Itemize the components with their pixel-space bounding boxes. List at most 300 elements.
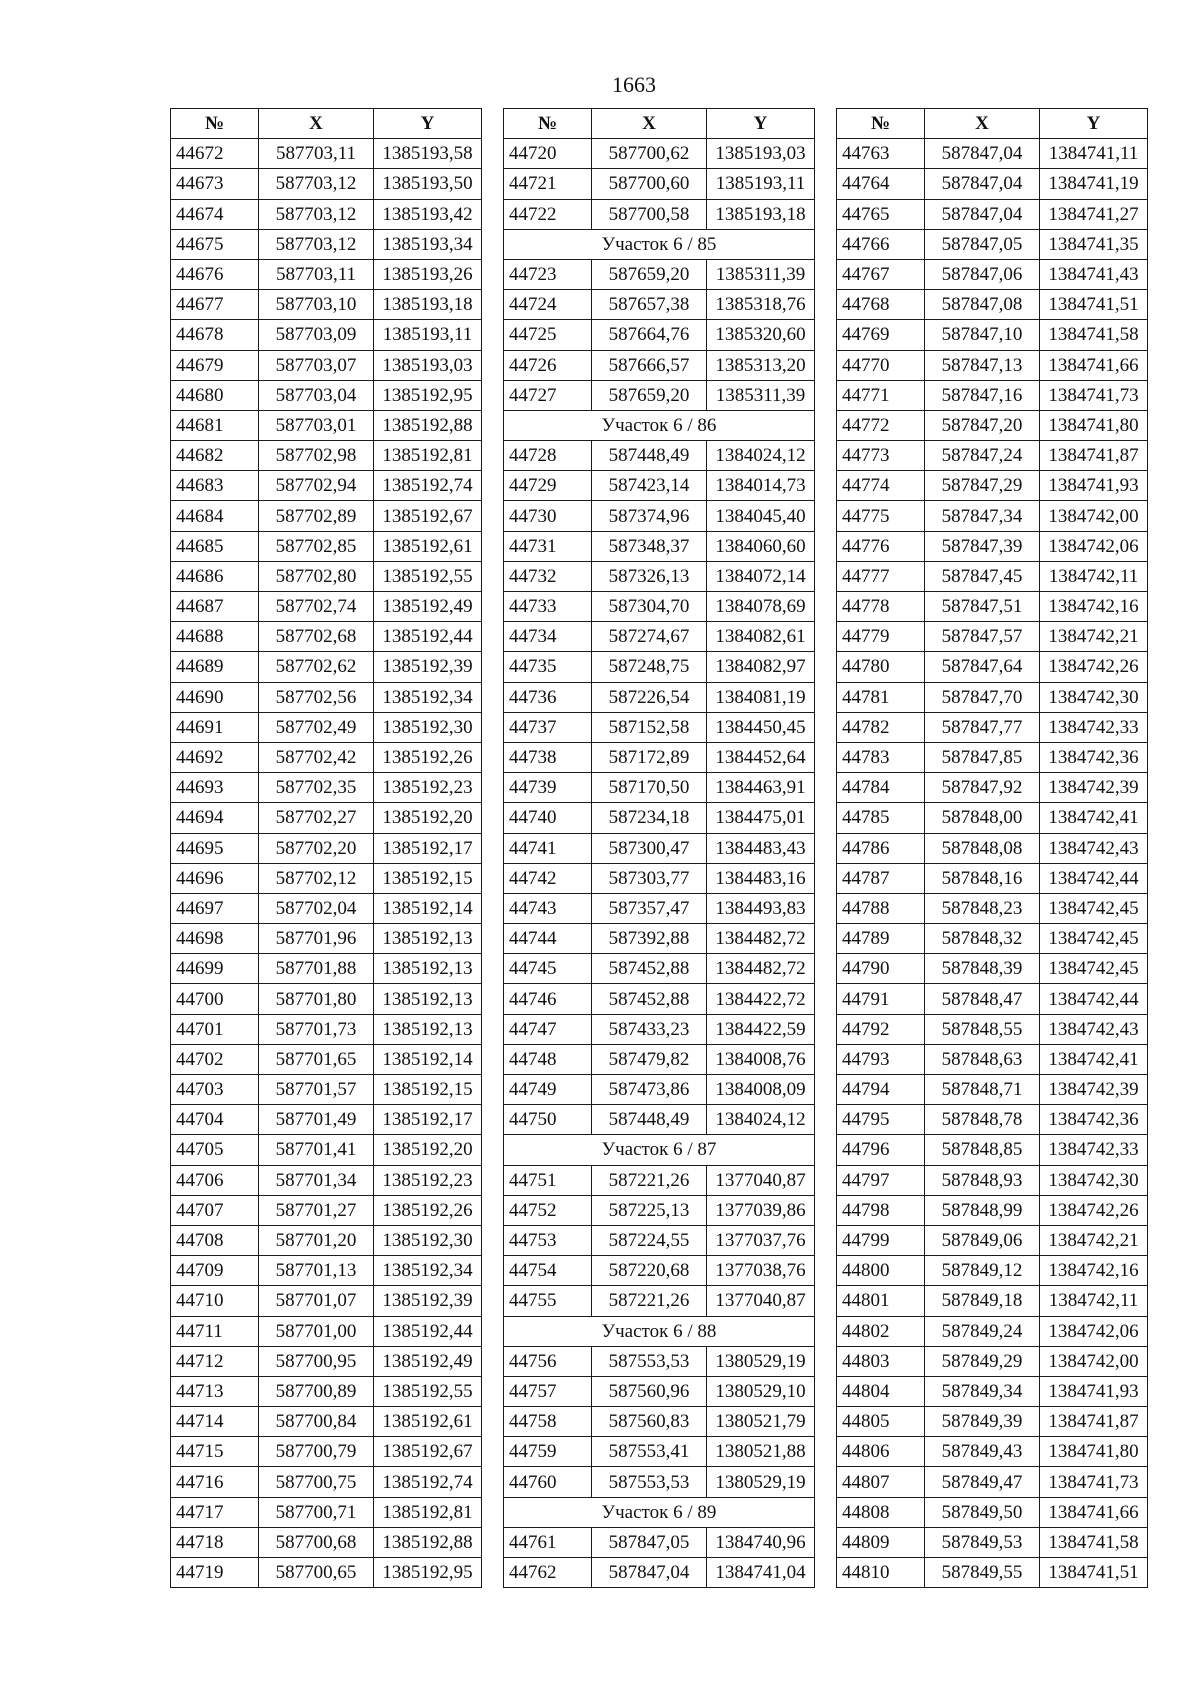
point-number-cell: 44743 [504, 893, 592, 923]
table-row [837, 622, 1148, 652]
table-body [171, 139, 482, 1588]
x-coordinate-cell: 587849,53 [925, 1527, 1040, 1557]
point-number-cell: 44809 [837, 1527, 925, 1557]
point-number-cell: 44780 [837, 652, 925, 682]
point-number-cell: 44731 [504, 531, 592, 561]
x-coordinate-cell: 587348,37 [592, 531, 707, 561]
coordinates-table-1 [170, 108, 482, 1588]
table-row [837, 561, 1148, 591]
point-number-cell: 44717 [171, 1497, 259, 1527]
table-row [504, 622, 815, 652]
point-number-cell: 44700 [171, 984, 259, 1014]
y-coordinate-cell: 1385192,13 [374, 1014, 482, 1044]
table-row [171, 1376, 482, 1406]
table-row [837, 229, 1148, 259]
y-coordinate-cell: 1384741,58 [1040, 1527, 1148, 1557]
table-row [504, 350, 815, 380]
point-number-cell: 44709 [171, 1256, 259, 1286]
x-coordinate-cell: 587847,39 [925, 531, 1040, 561]
table-row [837, 169, 1148, 199]
table-row [171, 229, 482, 259]
table-row [837, 863, 1148, 893]
y-coordinate-cell: 1384482,72 [707, 954, 815, 984]
x-coordinate-cell: 587452,88 [592, 954, 707, 984]
x-coordinate-cell: 587847,10 [925, 320, 1040, 350]
y-coordinate-cell: 1385192,61 [374, 1407, 482, 1437]
table-row [837, 531, 1148, 561]
table-row [171, 1105, 482, 1135]
point-number-cell: 44808 [837, 1497, 925, 1527]
x-coordinate-cell: 587849,06 [925, 1225, 1040, 1255]
y-coordinate-cell: 1384024,12 [707, 1105, 815, 1135]
x-coordinate-cell: 587701,13 [259, 1256, 374, 1286]
x-coordinate-cell: 587700,95 [259, 1346, 374, 1376]
point-number-cell: 44672 [171, 139, 259, 169]
point-number-cell: 44702 [171, 1044, 259, 1074]
table-row [504, 471, 815, 501]
point-number-cell: 44716 [171, 1467, 259, 1497]
point-number-cell: 44703 [171, 1075, 259, 1105]
table-row [171, 622, 482, 652]
x-coordinate-cell: 587304,70 [592, 592, 707, 622]
table-row [504, 773, 815, 803]
table-row [837, 893, 1148, 923]
table-row [837, 984, 1148, 1014]
point-number-cell: 44730 [504, 501, 592, 531]
x-coordinate-cell: 587357,47 [592, 893, 707, 923]
y-coordinate-cell: 1385193,58 [374, 139, 482, 169]
y-coordinate-cell: 1385318,76 [707, 290, 815, 320]
y-coordinate-cell: 1385192,13 [374, 924, 482, 954]
table-row [504, 924, 815, 954]
y-coordinate-cell: 1384742,43 [1040, 1014, 1148, 1044]
x-coordinate-cell: 587847,04 [925, 199, 1040, 229]
table-row [837, 1165, 1148, 1195]
table-row [171, 1075, 482, 1105]
y-coordinate-cell: 1384741,11 [1040, 139, 1148, 169]
point-number-cell: 44737 [504, 712, 592, 742]
table-row [837, 259, 1148, 289]
table-row [171, 350, 482, 380]
table-row [837, 1286, 1148, 1316]
y-coordinate-cell: 1384742,45 [1040, 924, 1148, 954]
y-coordinate-cell: 1385193,18 [707, 199, 815, 229]
section-label: Участок 6 / 88 [504, 1316, 815, 1346]
y-coordinate-cell: 1384741,93 [1040, 471, 1148, 501]
x-coordinate-cell: 587701,27 [259, 1195, 374, 1225]
point-number-cell: 44683 [171, 471, 259, 501]
table-row [504, 199, 815, 229]
y-coordinate-cell: 1385193,50 [374, 169, 482, 199]
x-coordinate-cell: 587701,41 [259, 1135, 374, 1165]
table-row [504, 1044, 815, 1074]
table-row [504, 561, 815, 591]
point-number-cell: 44800 [837, 1256, 925, 1286]
point-number-cell: 44673 [171, 169, 259, 199]
header-row [504, 109, 815, 139]
point-number-cell: 44684 [171, 501, 259, 531]
point-number-cell: 44674 [171, 199, 259, 229]
point-number-cell: 44722 [504, 199, 592, 229]
point-number-cell: 44763 [837, 139, 925, 169]
y-coordinate-cell: 1384741,19 [1040, 169, 1148, 199]
table-row [837, 924, 1148, 954]
table-row [171, 139, 482, 169]
table-row [504, 1376, 815, 1406]
table-row [504, 954, 815, 984]
header-number: № [504, 109, 592, 139]
table-row [504, 712, 815, 742]
point-number-cell: 44762 [504, 1558, 592, 1588]
table-row [837, 712, 1148, 742]
y-coordinate-cell: 1384742,16 [1040, 592, 1148, 622]
table-row [504, 1467, 815, 1497]
point-number-cell: 44686 [171, 561, 259, 591]
y-coordinate-cell: 1384493,83 [707, 893, 815, 923]
y-coordinate-cell: 1384740,96 [707, 1527, 815, 1557]
section-row [504, 1497, 815, 1527]
x-coordinate-cell: 587448,49 [592, 441, 707, 471]
table-row [837, 1437, 1148, 1467]
x-coordinate-cell: 587848,78 [925, 1105, 1040, 1135]
y-coordinate-cell: 1385192,26 [374, 1195, 482, 1225]
x-coordinate-cell: 587703,09 [259, 320, 374, 350]
x-coordinate-cell: 587848,93 [925, 1165, 1040, 1195]
point-number-cell: 44723 [504, 259, 592, 289]
point-number-cell: 44726 [504, 350, 592, 380]
point-number-cell: 44692 [171, 742, 259, 772]
x-coordinate-cell: 587847,24 [925, 441, 1040, 471]
point-number-cell: 44797 [837, 1165, 925, 1195]
table-row [837, 320, 1148, 350]
point-number-cell: 44756 [504, 1346, 592, 1376]
y-coordinate-cell: 1384741,80 [1040, 410, 1148, 440]
x-coordinate-cell: 587848,32 [925, 924, 1040, 954]
point-number-cell: 44685 [171, 531, 259, 561]
table-body [837, 139, 1148, 1588]
header-row [837, 109, 1148, 139]
y-coordinate-cell: 1385193,03 [707, 139, 815, 169]
point-number-cell: 44748 [504, 1044, 592, 1074]
x-coordinate-cell: 587700,89 [259, 1376, 374, 1406]
y-coordinate-cell: 1384742,06 [1040, 531, 1148, 561]
table-row [837, 833, 1148, 863]
y-coordinate-cell: 1385192,30 [374, 712, 482, 742]
x-coordinate-cell: 587849,55 [925, 1558, 1040, 1588]
y-coordinate-cell: 1384045,40 [707, 501, 815, 531]
y-coordinate-cell: 1385193,11 [374, 320, 482, 350]
x-coordinate-cell: 587702,27 [259, 803, 374, 833]
y-coordinate-cell: 1385192,74 [374, 471, 482, 501]
y-coordinate-cell: 1384741,58 [1040, 320, 1148, 350]
point-number-cell: 44706 [171, 1165, 259, 1195]
point-number-cell: 44676 [171, 259, 259, 289]
table-row [837, 1225, 1148, 1255]
x-coordinate-cell: 587700,62 [592, 139, 707, 169]
table-row [837, 1467, 1148, 1497]
x-coordinate-cell: 587657,38 [592, 290, 707, 320]
table-row [171, 1437, 482, 1467]
table-row [837, 652, 1148, 682]
y-coordinate-cell: 1385192,95 [374, 380, 482, 410]
y-coordinate-cell: 1385313,20 [707, 350, 815, 380]
table-row [837, 1256, 1148, 1286]
y-coordinate-cell: 1385192,95 [374, 1558, 482, 1588]
table-row [171, 1316, 482, 1346]
table-row [171, 863, 482, 893]
y-coordinate-cell: 1384014,73 [707, 471, 815, 501]
x-coordinate-cell: 587848,08 [925, 833, 1040, 863]
x-coordinate-cell: 587702,56 [259, 682, 374, 712]
table-row [504, 592, 815, 622]
point-number-cell: 44798 [837, 1195, 925, 1225]
point-number-cell: 44720 [504, 139, 592, 169]
x-coordinate-cell: 587553,53 [592, 1346, 707, 1376]
x-coordinate-cell: 587374,96 [592, 501, 707, 531]
table-row [504, 1286, 815, 1316]
y-coordinate-cell: 1385192,13 [374, 984, 482, 1014]
x-coordinate-cell: 587300,47 [592, 833, 707, 863]
x-coordinate-cell: 587847,85 [925, 742, 1040, 772]
x-coordinate-cell: 587303,77 [592, 863, 707, 893]
table-row [837, 592, 1148, 622]
table-row [171, 682, 482, 712]
x-coordinate-cell: 587701,96 [259, 924, 374, 954]
x-coordinate-cell: 587703,07 [259, 350, 374, 380]
x-coordinate-cell: 587473,86 [592, 1075, 707, 1105]
x-coordinate-cell: 587847,92 [925, 773, 1040, 803]
y-coordinate-cell: 1377040,87 [707, 1165, 815, 1195]
point-number-cell: 44701 [171, 1014, 259, 1044]
table-row [171, 1286, 482, 1316]
table-row [837, 1346, 1148, 1376]
header-y: Y [707, 109, 815, 139]
table-row [504, 441, 815, 471]
point-number-cell: 44779 [837, 622, 925, 652]
point-number-cell: 44710 [171, 1286, 259, 1316]
table-row [171, 290, 482, 320]
table-row [504, 1256, 815, 1286]
x-coordinate-cell: 587221,26 [592, 1286, 707, 1316]
y-coordinate-cell: 1385192,44 [374, 622, 482, 652]
point-number-cell: 44705 [171, 1135, 259, 1165]
y-coordinate-cell: 1384742,39 [1040, 1075, 1148, 1105]
y-coordinate-cell: 1384082,61 [707, 622, 815, 652]
point-number-cell: 44791 [837, 984, 925, 1014]
x-coordinate-cell: 587700,79 [259, 1437, 374, 1467]
y-coordinate-cell: 1384741,73 [1040, 380, 1148, 410]
y-coordinate-cell: 1384742,33 [1040, 1135, 1148, 1165]
table-row [504, 652, 815, 682]
y-coordinate-cell: 1377040,87 [707, 1286, 815, 1316]
header-number: № [171, 109, 259, 139]
y-coordinate-cell: 1385192,67 [374, 501, 482, 531]
point-number-cell: 44749 [504, 1075, 592, 1105]
table-row [504, 803, 815, 833]
x-coordinate-cell: 587703,11 [259, 259, 374, 289]
point-number-cell: 44766 [837, 229, 925, 259]
point-number-cell: 44751 [504, 1165, 592, 1195]
x-coordinate-cell: 587848,99 [925, 1195, 1040, 1225]
y-coordinate-cell: 1380521,79 [707, 1407, 815, 1437]
point-number-cell: 44729 [504, 471, 592, 501]
x-coordinate-cell: 587423,14 [592, 471, 707, 501]
x-coordinate-cell: 587220,68 [592, 1256, 707, 1286]
table-row [837, 773, 1148, 803]
y-coordinate-cell: 1384742,26 [1040, 652, 1148, 682]
point-number-cell: 44675 [171, 229, 259, 259]
table-row [171, 954, 482, 984]
point-number-cell: 44789 [837, 924, 925, 954]
header-y: Y [1040, 109, 1148, 139]
x-coordinate-cell: 587700,68 [259, 1527, 374, 1557]
table-row [171, 199, 482, 229]
table-row [171, 380, 482, 410]
y-coordinate-cell: 1384081,19 [707, 682, 815, 712]
table-row [171, 320, 482, 350]
point-number-cell: 44724 [504, 290, 592, 320]
point-number-cell: 44777 [837, 561, 925, 591]
point-number-cell: 44806 [837, 1437, 925, 1467]
y-coordinate-cell: 1385192,49 [374, 592, 482, 622]
y-coordinate-cell: 1384742,45 [1040, 893, 1148, 923]
x-coordinate-cell: 587847,20 [925, 410, 1040, 440]
x-coordinate-cell: 587700,71 [259, 1497, 374, 1527]
y-coordinate-cell: 1384741,04 [707, 1558, 815, 1588]
table-row [171, 501, 482, 531]
table-row [171, 893, 482, 923]
x-coordinate-cell: 587479,82 [592, 1044, 707, 1074]
x-coordinate-cell: 587847,34 [925, 501, 1040, 531]
y-coordinate-cell: 1385192,15 [374, 863, 482, 893]
point-number-cell: 44682 [171, 441, 259, 471]
section-label: Участок 6 / 86 [504, 410, 815, 440]
table-row [171, 833, 482, 863]
x-coordinate-cell: 587703,12 [259, 199, 374, 229]
x-coordinate-cell: 587702,85 [259, 531, 374, 561]
section-label: Участок 6 / 89 [504, 1497, 815, 1527]
table-row [837, 410, 1148, 440]
y-coordinate-cell: 1384452,64 [707, 742, 815, 772]
y-coordinate-cell: 1384078,69 [707, 592, 815, 622]
x-coordinate-cell: 587847,64 [925, 652, 1040, 682]
x-coordinate-cell: 587849,47 [925, 1467, 1040, 1497]
point-number-cell: 44747 [504, 1014, 592, 1044]
x-coordinate-cell: 587702,12 [259, 863, 374, 893]
point-number-cell: 44681 [171, 410, 259, 440]
header-x: X [259, 109, 374, 139]
table-row [171, 1014, 482, 1044]
table-row [504, 1195, 815, 1225]
table-row [504, 290, 815, 320]
y-coordinate-cell: 1384742,39 [1040, 773, 1148, 803]
y-coordinate-cell: 1380529,10 [707, 1376, 815, 1406]
table-row [837, 471, 1148, 501]
point-number-cell: 44688 [171, 622, 259, 652]
table-row [837, 742, 1148, 772]
section-row [504, 1135, 815, 1165]
table-row [504, 1527, 815, 1557]
y-coordinate-cell: 1385192,20 [374, 803, 482, 833]
y-coordinate-cell: 1384742,11 [1040, 561, 1148, 591]
y-coordinate-cell: 1384741,87 [1040, 1407, 1148, 1437]
point-number-cell: 44718 [171, 1527, 259, 1557]
x-coordinate-cell: 587849,18 [925, 1286, 1040, 1316]
point-number-cell: 44771 [837, 380, 925, 410]
table-row [837, 954, 1148, 984]
x-coordinate-cell: 587702,68 [259, 622, 374, 652]
point-number-cell: 44761 [504, 1527, 592, 1557]
y-coordinate-cell: 1385192,39 [374, 652, 482, 682]
x-coordinate-cell: 587848,23 [925, 893, 1040, 923]
point-number-cell: 44792 [837, 1014, 925, 1044]
y-coordinate-cell: 1377038,76 [707, 1256, 815, 1286]
y-coordinate-cell: 1384024,12 [707, 441, 815, 471]
point-number-cell: 44807 [837, 1467, 925, 1497]
x-coordinate-cell: 587234,18 [592, 803, 707, 833]
point-number-cell: 44721 [504, 169, 592, 199]
point-number-cell: 44775 [837, 501, 925, 531]
x-coordinate-cell: 587703,11 [259, 139, 374, 169]
table-row [837, 1135, 1148, 1165]
y-coordinate-cell: 1385192,13 [374, 954, 482, 984]
x-coordinate-cell: 587849,43 [925, 1437, 1040, 1467]
y-coordinate-cell: 1385192,67 [374, 1437, 482, 1467]
y-coordinate-cell: 1384742,41 [1040, 1044, 1148, 1074]
y-coordinate-cell: 1385192,17 [374, 833, 482, 863]
y-coordinate-cell: 1385311,39 [707, 380, 815, 410]
point-number-cell: 44715 [171, 1437, 259, 1467]
y-coordinate-cell: 1385192,14 [374, 1044, 482, 1074]
point-number-cell: 44708 [171, 1225, 259, 1255]
table-row [171, 1256, 482, 1286]
table-row [837, 501, 1148, 531]
y-coordinate-cell: 1384483,16 [707, 863, 815, 893]
table-row [504, 893, 815, 923]
section-label: Участок 6 / 85 [504, 229, 815, 259]
point-number-cell: 44733 [504, 592, 592, 622]
point-number-cell: 44772 [837, 410, 925, 440]
table-row [504, 1014, 815, 1044]
point-number-cell: 44742 [504, 863, 592, 893]
x-coordinate-cell: 587703,12 [259, 229, 374, 259]
y-coordinate-cell: 1384008,09 [707, 1075, 815, 1105]
header-number: № [837, 109, 925, 139]
x-coordinate-cell: 587703,12 [259, 169, 374, 199]
x-coordinate-cell: 587326,13 [592, 561, 707, 591]
point-number-cell: 44796 [837, 1135, 925, 1165]
x-coordinate-cell: 587701,88 [259, 954, 374, 984]
y-coordinate-cell: 1384082,97 [707, 652, 815, 682]
x-coordinate-cell: 587848,47 [925, 984, 1040, 1014]
table-row [837, 1044, 1148, 1074]
x-coordinate-cell: 587849,24 [925, 1316, 1040, 1346]
x-coordinate-cell: 587433,23 [592, 1014, 707, 1044]
y-coordinate-cell: 1384742,16 [1040, 1256, 1148, 1286]
table-row [171, 592, 482, 622]
x-coordinate-cell: 587701,20 [259, 1225, 374, 1255]
y-coordinate-cell: 1384742,41 [1040, 803, 1148, 833]
y-coordinate-cell: 1385192,23 [374, 1165, 482, 1195]
x-coordinate-cell: 587848,63 [925, 1044, 1040, 1074]
y-coordinate-cell: 1385192,34 [374, 682, 482, 712]
table-row [837, 290, 1148, 320]
table-row [504, 1105, 815, 1135]
point-number-cell: 44803 [837, 1346, 925, 1376]
x-coordinate-cell: 587847,04 [925, 139, 1040, 169]
y-coordinate-cell: 1385193,26 [374, 259, 482, 289]
y-coordinate-cell: 1384742,00 [1040, 501, 1148, 531]
